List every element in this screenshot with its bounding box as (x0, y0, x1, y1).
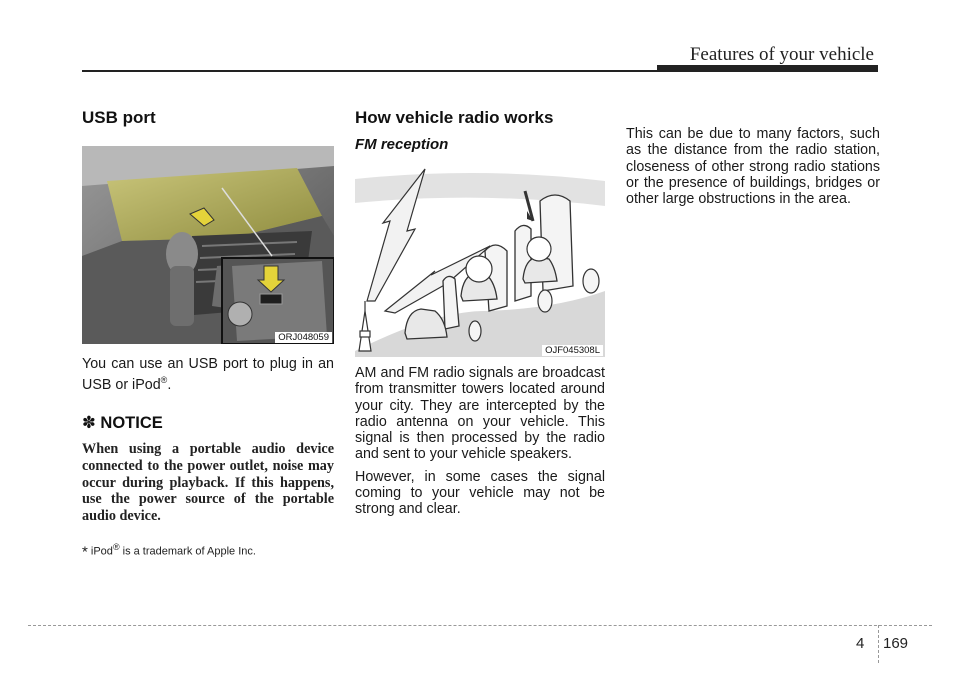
footnote-star: * (82, 543, 88, 561)
radio-figure-code: OJF045308L (542, 345, 603, 356)
radio-paragraph-1: AM and FM radio signals are broadcast from transmitter towers located around your city. They are intercepted by the radio antenna on your vehicle. This signal is then processed by the radio and sent to your vehicle speakers. (355, 365, 605, 463)
notice-title: NOTICE (100, 414, 163, 433)
notice-text: When using a portable audio device connected to the power outlet, noise may occur during playback. If this happens, use the power source of the portable audio device. (82, 441, 334, 524)
fm-reception-figure (355, 161, 605, 357)
notice-icon: ✽ (82, 414, 96, 433)
footnote (82, 542, 334, 561)
fm-reception-illustration (355, 161, 605, 357)
chapter-number: 4 (856, 635, 865, 652)
usb-port-figure (82, 146, 334, 344)
radio-paragraph-3: This can be due to many factors, such as the distance from the radio station, closeness of other strong radio stations or the presence of buildings, bridges or other large obstructions in the area. (626, 126, 880, 208)
usb-description (82, 356, 334, 393)
column-radio (355, 108, 605, 518)
page-number: 169 (883, 635, 909, 652)
column-usb (82, 108, 334, 561)
header-rule-accent (657, 65, 878, 72)
radio-paragraph-2: However, in some cases the signal coming to your vehicle may not be strong and clear. (355, 468, 605, 518)
footnote-prefix: iPod (90, 545, 113, 558)
usb-console-illustration (82, 146, 334, 344)
header-title: Features of your vehicle (689, 44, 874, 65)
column-radio-continued (626, 126, 880, 207)
footnote-text: is a trademark of Apple Inc. (119, 545, 256, 558)
usb-figure-code: ORJ048059 (275, 332, 332, 343)
usb-description-end: . (167, 377, 172, 394)
registered-mark: ® (160, 375, 168, 386)
radio-subheading: FM reception (355, 136, 449, 153)
notice-heading (82, 413, 334, 433)
footer-rule (28, 625, 932, 626)
usb-heading: USB port (82, 108, 156, 127)
footer-divider (878, 625, 879, 663)
radio-heading: How vehicle radio works (355, 108, 554, 127)
footnote-registered-mark: ® (112, 542, 120, 553)
usb-description-text: You can use an USB port to plug in an USB or iPod (82, 356, 334, 394)
